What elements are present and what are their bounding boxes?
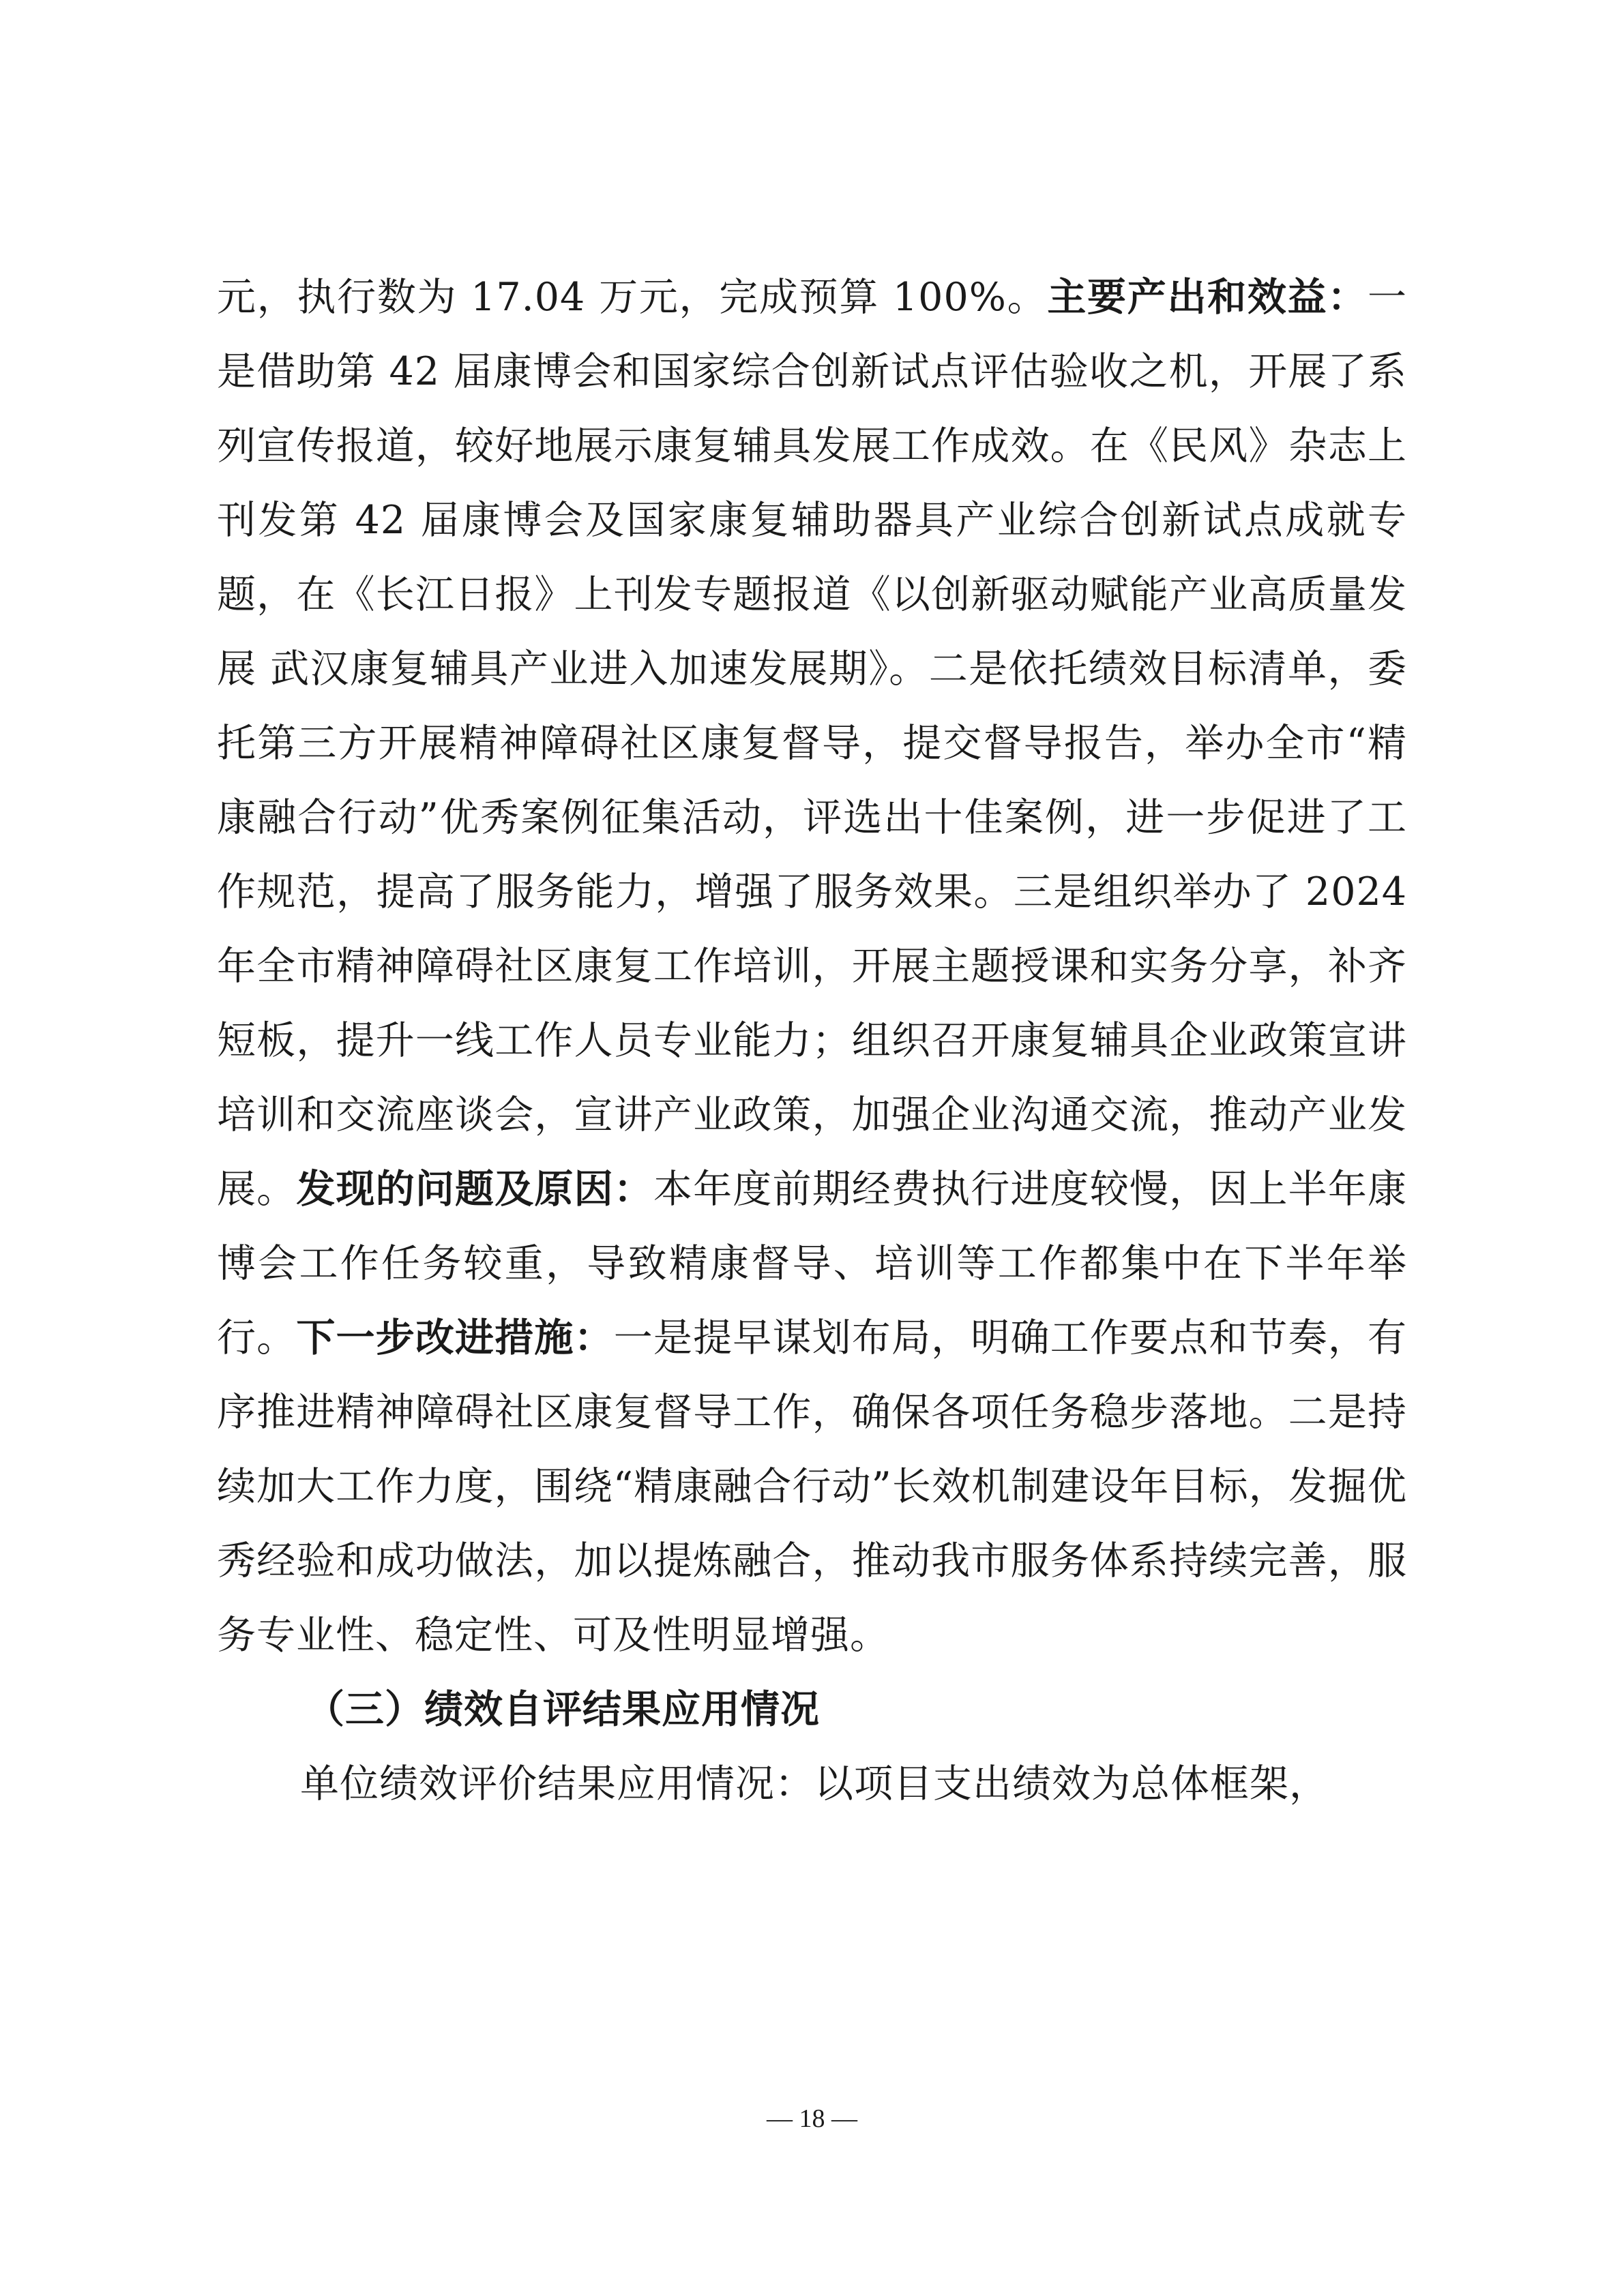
body-text bbox=[217, 260, 1407, 1821]
text-run-outputs: 一是借助第 42 届康博会和国家综合创新试点评估验收之机，开展了系列宣传报道，较好地展示康复辅具发展工作成效。在《民风》杂志上刊发第 42 届康博会及国家康复辅助器具产业综合创新试点成就专题，在《长江日报》上刊发专题报道《以创新驱动赋能产业高质量发展 武汉康复辅具产业进入加速发展期》。二是依托绩效目标清单，委托第三方开展精神障碍社区康复督导，提交督导报告，举办全市“精康融合行动”优秀案例征集活动，评选出十佳案例，进一步促进了工作规范，提高了服务能力，增强了服务效果。三是组织举办了 2024 年全市精神障碍社区康复工作培训，开展主题授课和实务分享，补齐短板，提升一线工作人员专业能力；组织召开康复辅具企业政策宣讲培训和交流座谈会，宣讲产业政策，加强企业沟通交流，推动产业发展。 bbox=[217, 275, 1408, 1212]
page-number: — 18 — bbox=[767, 2104, 857, 2133]
paragraph-performance-summary bbox=[217, 260, 1407, 1673]
label-problems-causes: 发现的问题及原因： bbox=[296, 1167, 653, 1212]
section-heading: （三）绩效自评结果应用情况 bbox=[306, 1687, 820, 1732]
text-run-problems: 本年度前期经费执行进度较慢，因上半年康博会工作任务较重，导致精康督导、培训等工作都集中在下半年举行。 bbox=[217, 1167, 1408, 1360]
text-run-next-steps: 一是提早谋划布局，明确工作要点和节奏，有序推进精神障碍社区康复督导工作，确保各项任务稳步落地。二是持续加大工作力度，围绕“精康融合行动”长效机制建设年目标，发掘优秀经验和成功做法，加以提炼融合，推动我市服务体系持续完善，服务专业性、稳定性、可及性明显增强。 bbox=[217, 1315, 1408, 1658]
label-next-steps: 下一步改进措施： bbox=[296, 1315, 614, 1360]
paragraph-evaluation-application: 单位绩效评价结果应用情况：以项目支出绩效为总体框架， bbox=[300, 1761, 1329, 1806]
text-run-budget-execution: 元，执行数为 17.04 万元，完成预算 100%。 bbox=[217, 275, 1048, 320]
label-main-outputs: 主要产出和效益： bbox=[1047, 275, 1368, 320]
